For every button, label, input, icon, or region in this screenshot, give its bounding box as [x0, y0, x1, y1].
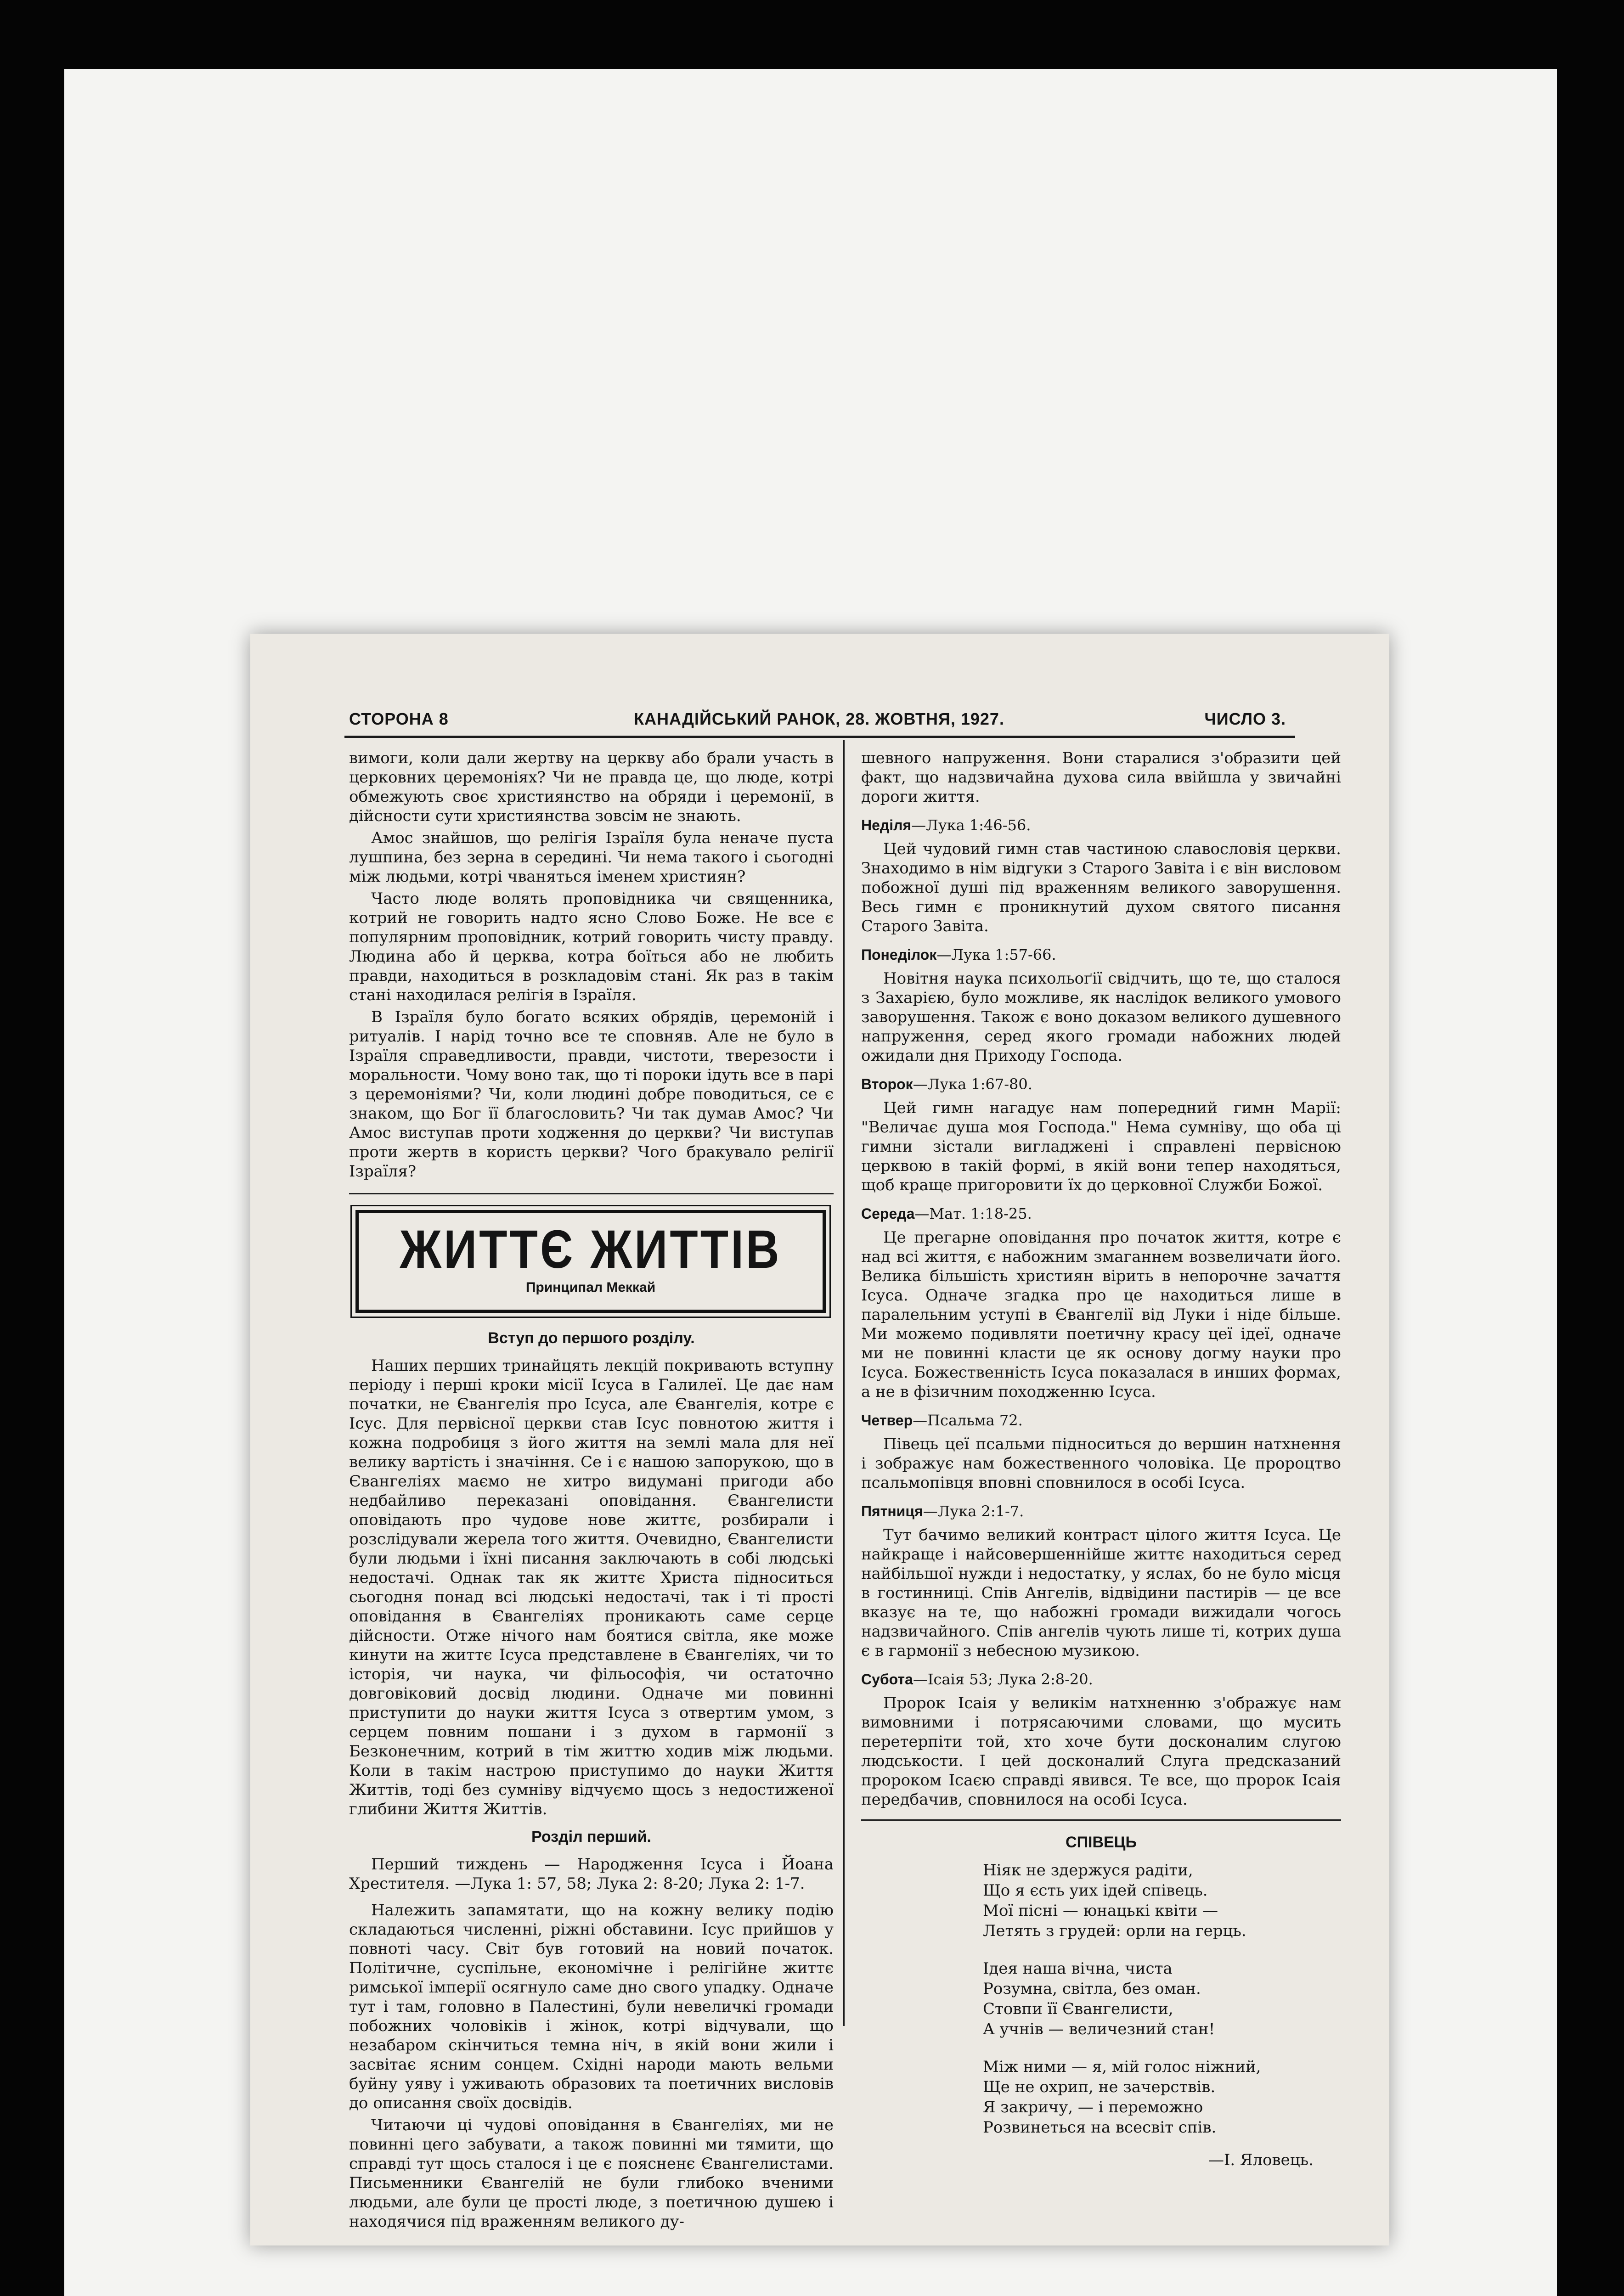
section-rule	[349, 1193, 834, 1194]
box-subtitle: Принципал Меккай	[525, 1280, 656, 1295]
poem-stanza	[983, 1958, 1341, 2039]
day-heading	[861, 1670, 1341, 1689]
paragraph: Півець цеї псальми підноситься до вершин натхнення і зображує нам божественного чоловіка. Це пророцтво псальмопівця вповні сповнилося в особі Ісуса.	[861, 1435, 1341, 1492]
poem-stanza	[983, 2057, 1341, 2138]
poem-line: Що я єсть уих ідей співець.	[983, 1881, 1208, 1900]
chapter-heading: Розділ перший.	[531, 1828, 651, 1846]
title-box	[355, 1210, 826, 1313]
day-reference: —Лука 1:67-80.	[913, 1075, 1032, 1093]
poem-line: Розвинеться на всесвіт спів.	[983, 2118, 1217, 2137]
poem-line: Між ними — я, мій голос ніжний,	[983, 2058, 1261, 2076]
day-name: Четвер	[861, 1412, 913, 1429]
paragraph: Належить запамятати, що на кожну велику подію складаються численні, ріжні обставини. Ісус прийшов у повноті часу. Світ був готовий на новий початок. Політичне, суспільне, економічне і релігійне життє римської імперії осягнуло саме дно свого упадку. Одначе тут і там, головно в Палестині, були невеличкі громади побожних чоловіків і жінок, котрі відчували, що незабаром скінчиться темна ніч, в якій вони жили і засвітає ясним сонцем. Східні народи мають вельми буйну уяву і уживають образових та поетичних висловів до описання своїх досвідів.	[349, 1901, 834, 2112]
poem-line: Летять з грудей: орли на герць.	[983, 1922, 1246, 1940]
section-heading: Вступ до першого розділу.	[488, 1329, 695, 1347]
newspaper-page	[250, 634, 1389, 2245]
poem-line: Розумна, світла, без оман.	[983, 1980, 1201, 1998]
poem-line: Я закричу, — і переможно	[983, 2098, 1203, 2116]
newspaper-title: КАНАДІЙСЬКИЙ РАНОК, 28. ЖОВТНЯ, 1927.	[634, 709, 1004, 728]
paragraph: В Ізраїля було богато всяких обрядів, церемоній і ритуалів. І нарід точно все те сповняв. Але не було в Ізраїля справедливости, правди, чистоти, тверезости і моральности. Чому воно так, що ті пороки ідуть все в парі з церемоніями? Чи, коли людині добре поводиться, се є знаком, що Бог її благословить? Чи так думав Амос? Чи Амос виступав проти ходження до церкви? Чи виступав проти жертв в користь церкви? Чого бракувало релігії Ізраїля?	[349, 1008, 834, 1181]
day-reference: —Лука 1:46-56.	[911, 816, 1031, 834]
week-line: Перший тиждень — Народження Ісуса і Йоана Хрестителя. —Лука 1: 57, 58; Лука 2: 8-20; Лука 2: 1-7.	[349, 1855, 834, 1893]
day-heading	[861, 1075, 1341, 1094]
box-title: ЖИТТЄ ЖИТТІВ	[400, 1219, 782, 1280]
day-reference: —Мат. 1:18-25.	[914, 1205, 1032, 1222]
poem-signature: —І. Яловець.	[1208, 2151, 1314, 2169]
section-rule	[861, 1819, 1341, 1821]
day-name: Неділя	[861, 817, 912, 833]
day-name: Середа	[861, 1205, 915, 1222]
left-column	[349, 748, 834, 2234]
issue-number: ЧИСЛО 3.	[1204, 709, 1286, 728]
poem	[983, 1860, 1341, 2138]
poem-line: Мої пісні — юнацькі квіти —	[983, 1902, 1218, 1920]
paragraph: Новітня наука психольоґії свідчить, що те, що сталося з Захарією, було можливе, як наслідок великого умового заворушення. Також є воно доказом великого душевного напруження, серед якого громади набожних людей ожидали дня Приходу Господа.	[861, 969, 1341, 1065]
column-divider	[843, 740, 845, 2026]
poem-line: Стовпи її Євангелисти,	[983, 2000, 1173, 2018]
day-name: Второк	[861, 1076, 913, 1092]
poem-line: Ніяк не здержуся радіти,	[983, 1861, 1193, 1880]
day-heading	[861, 1411, 1341, 1430]
day-name: Понеділок	[861, 946, 937, 963]
poem-line: Ідея наша вічна, чиста	[983, 1959, 1173, 1978]
day-heading	[861, 945, 1341, 964]
day-reference: —Ісаія 53; Лука 2:8-20.	[913, 1671, 1093, 1688]
paragraph: Це прегарне оповідання про початок життя, котре є над всі життя, є набожним змаганнем возвеличати його. Велика більшість християн вірить в непорочне зачаття Ісуса. Одначе згадка про це находиться лише в паралельним уступі в Євангелії від Луки і ніде більше. Ми можемо подивляти поетичну красу цеї ідеї, одначе ми не повинні класти це як основу догму науки про Ісуса. Божественність Ісуса показалася в инших формах, а не в фізичним походженню Ісуса.	[861, 1228, 1341, 1401]
paragraph: Читаючи ці чудові оповідання в Євангеліях, ми не повинні цего забувати, а також повинні ми тямити, що справді тут щось сталося і це є поясненє Євангелистами. Письменники Євангелій не були глибоко вченими людьми, але були це прості люде, з поетичною душею і находячися під враженням великого ду-	[349, 2116, 834, 2231]
paragraph: вимоги, коли дали жертву на церкву або брали участь в церковних церемоніях? Чи не правда це, що люде, котрі обмежують своє християнство на обряди і церемонії, в дійсности сути християнства зовсім не знають.	[349, 749, 834, 825]
day-heading	[861, 816, 1341, 835]
day-name: Пятниця	[861, 1503, 923, 1519]
page-number: СТОРОНА 8	[349, 709, 449, 728]
day-heading	[861, 1204, 1341, 1223]
poem-stanza	[983, 1860, 1341, 1941]
paragraph: Цей чудовий гимн став частиною славословія церкви. Знаходимо в нім відгуки з Старого Завіта і є він висловом побожної душі під враженням великого заворушення. Весь гимн є проникнутий духом святого писання Старого Завіта.	[861, 840, 1341, 935]
paragraph: Пророк Ісаія у великім натхненню з'ображує нам вимовними і потрясаючими словами, що мусить перетерпіти той, хто хоче бути досконалим слугою людськости. І цей досконалий Слуга предсказаний пророком Ісаєю справді явився. Те все, що пророк Ісаія передбачив, сповнилося на особі Ісуса.	[861, 1694, 1341, 1809]
poem-line: Ще не охрип, не зачерствів.	[983, 2078, 1216, 2096]
paragraph: Часто люде волять проповідника чи священника, котрий не говорить надто ясно Слово Боже. Не все є популярним проповідник, котрий говорить чисту правду. Людина або й церква, котра боїться або не любить правди, находиться в розкладовім стані. Як раз в такім стані находилася релігія в Ізраїля.	[349, 889, 834, 1004]
paragraph: Амос знайшов, що релігія Ізраїля була неначе пуста лушпина, без зерна в середині. Чи нема такого і сьогодні між людьми, котрі чваняться іменем християн?	[349, 829, 834, 886]
masthead-rule	[344, 736, 1295, 738]
paragraph: шевного напруження. Вони старалися з'образити цей факт, що надзвичайна духова сила ввійшла у звичайні дороги життя.	[861, 749, 1341, 806]
day-reference: —Псальма 72.	[913, 1412, 1023, 1429]
masthead	[349, 709, 1286, 732]
day-heading	[861, 1502, 1341, 1521]
paragraph: Цей гимн нагадує нам попередний гимн Марії: "Величає душа моя Господа." Нема сумніву, що оба ці гимни зістали вигладжені і справлені первісною церквою в такій формі, в якій вони тепер находяться, щоб краще пригоровити їх до церковної Служби Божої.	[861, 1099, 1341, 1194]
poem-title: СПІВЕЦЬ	[1066, 1834, 1137, 1851]
day-reference: —Лука 2:1-7.	[923, 1503, 1024, 1520]
paragraph: Тут бачимо великий контраст цілого життя Ісуса. Це найкраще і найсовершеннійше життє находиться серед найбільшої нужди і недостатку, у яслах, бо не було місця в гостинниці. Спів Ангелів, відвідини пастирів — це все вказує на те, що набожні громади вижидали чогось надзвичайного. Спів ангелів чують лише ті, котрих душа є в гармонії з небесною музикою.	[861, 1526, 1341, 1660]
day-name: Субота	[861, 1671, 913, 1688]
poem-line: А учнів — величезний стан!	[983, 2020, 1215, 2038]
right-column	[861, 748, 1341, 2170]
day-reference: —Лука 1:57-66.	[936, 946, 1056, 963]
paragraph: Наших перших тринайцять лекцій покривають вступну періоду і перші кроки місії Ісуса в Галилеї. Це дає нам початки, не Євангелія про Ісуса, але Євангелія, котре є Ісус. Для первісної церкви став Ісус повнотою життя і кожна подробиця з його життя на землі мала для неї велику вартість і значіння. Се і є нашою запорукою, що в Євангеліях маємо не хитро видумані пригоди або недбайливо переказані оповідання. Євангелисти оповідають про чудове нове життє, розбирали і розслідували жерела того життя. Очевидно, Євангелисти були людьми і їхні писання заключають в собі людські недостачі. Однак так як життє Христа підноситься сьогодня понад всі людські недостачі, так і ті прості оповідання в Євангеліях проникають саме серце дійсности. Отже нічого нам боятися світла, яке може кинути на життє Ісуса представлене в Євангеліях, чи то історія, чи наука, чи фільософія, чи остаточно довговіковий досвід людини. Одначе ми повинні приступити до науки життя Ісуса з отвертим умом, з серцем повним пошани і з духом в гармонії з Безконечним, котрий в тім життю ходив між людьми. Коли в такім настрою приступимо до науки Життя Життів, тоді без сумніву відчуємо щось з недостиженої глибини Життя Життів.	[349, 1356, 834, 1818]
